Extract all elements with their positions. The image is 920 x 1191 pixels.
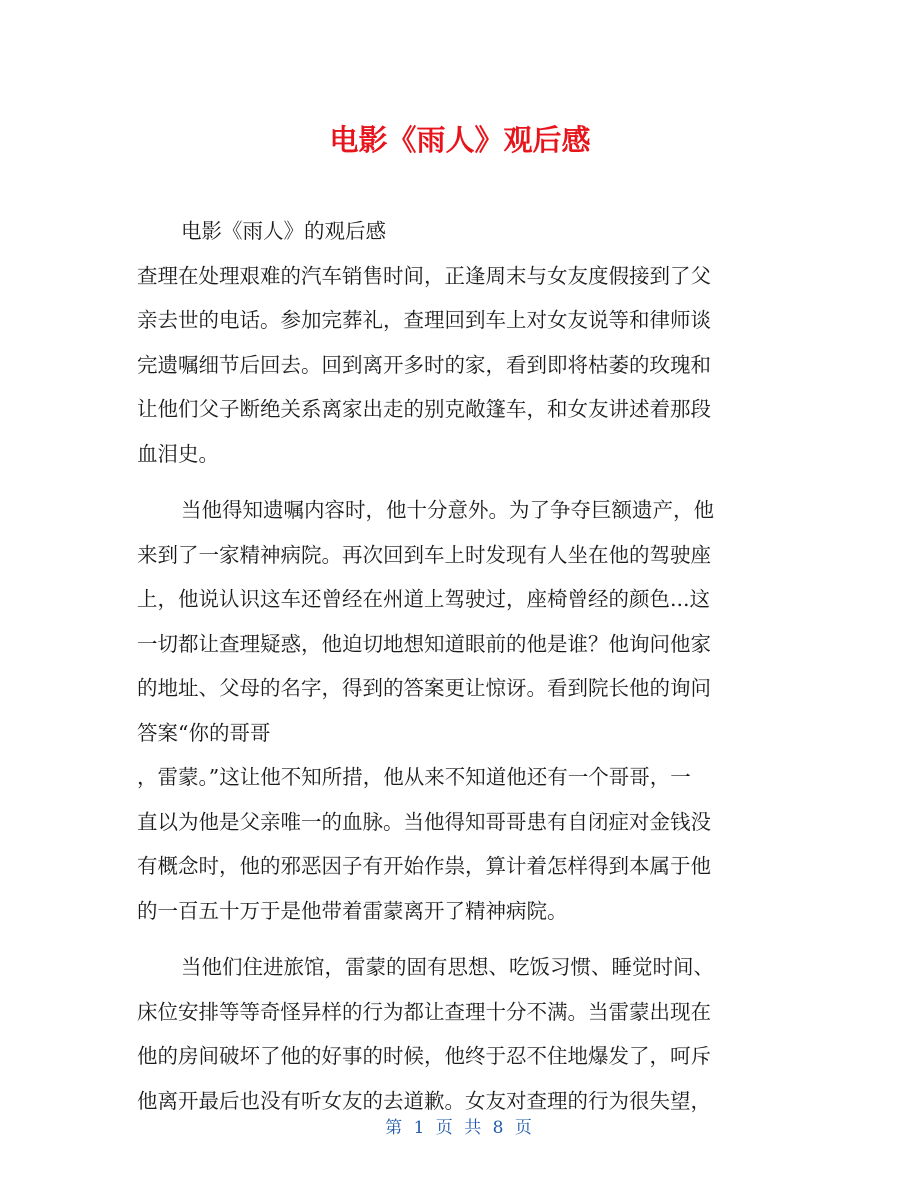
paragraph-line: 一切都让查理疑惑，他迫切地想知道眼前的他是谁？他询问他家 [137, 631, 711, 656]
paragraph-line: 床位安排等等奇怪异样的行为都让查理十分不满。当雷蒙出现在 [137, 999, 711, 1024]
page-footer: 第 1 页 共 8 页 [385, 1118, 535, 1138]
paragraph-line: 他的房间破坏了他的好事的时候，他终于忍不住地爆发了，呵斥 [137, 1044, 711, 1068]
paragraph-line: 来到了一家精神病院。再次回到车上时发现有人坐在他的驾驶座 [137, 542, 711, 567]
paragraph-line: 当他得知遗嘱内容时，他十分意外。为了争夺巨额遗产，他 [181, 498, 714, 522]
paragraph-line: 他离开最后也没有听女友的去道歉。女友对查理的行为很失望， [137, 1088, 711, 1113]
paragraph-line: ，雷蒙。”这让他不知所措，他从来不知道他还有一个哥哥，一 [137, 765, 691, 789]
paragraph-line: 的地址、父母的名字，得到的答案更让惊讶。看到院长他的询问 [137, 676, 711, 700]
paragraph-line: 有概念时，他的邪恶因子有开始作祟，算计着怎样得到本属于他 [137, 854, 711, 878]
paragraph-line: 查理在处理艰难的汽车销售时间，正逢周末与女友度假接到了父 [137, 263, 711, 288]
paragraph-line: 亲去世的电话。参加完葬礼，查理回到车上对女友说等和律师谈 [137, 308, 711, 332]
paragraph-line: 的一百五十万于是他带着雷蒙离开了精神病院。 [137, 898, 568, 923]
paragraph-line: 答案“你的哥哥 [137, 720, 271, 745]
paragraph-line: 完遗嘱细节后回去。回到离开多时的家，看到即将枯萎的玫瑰和 [137, 352, 711, 377]
paragraph-line: 直以为他是父亲唯一的血脉。当他得知哥哥患有自闭症对金钱没 [137, 809, 711, 834]
paragraph-gap [137, 476, 782, 488]
paragraph-line: 电影《雨人》的观后感 [181, 219, 386, 243]
paragraph-line: 当他们住进旅馆，雷蒙的固有思想、吃饭习惯、睡觉时间、 [181, 955, 714, 979]
paragraph-line: 让他们父子断绝关系离家出走的别克敞篷车，和女友讲述着那段 [137, 397, 711, 421]
paragraph-line: 血泪史。 [137, 441, 219, 466]
document-body [137, 209, 782, 1123]
document-title: 电影《雨人》观后感 [329, 123, 591, 157]
paragraph-gap [137, 933, 782, 945]
paragraph-line: 上，他说认识这车还曾经在州道上驾驶过，座椅曾经的颜色...这 [137, 587, 711, 611]
